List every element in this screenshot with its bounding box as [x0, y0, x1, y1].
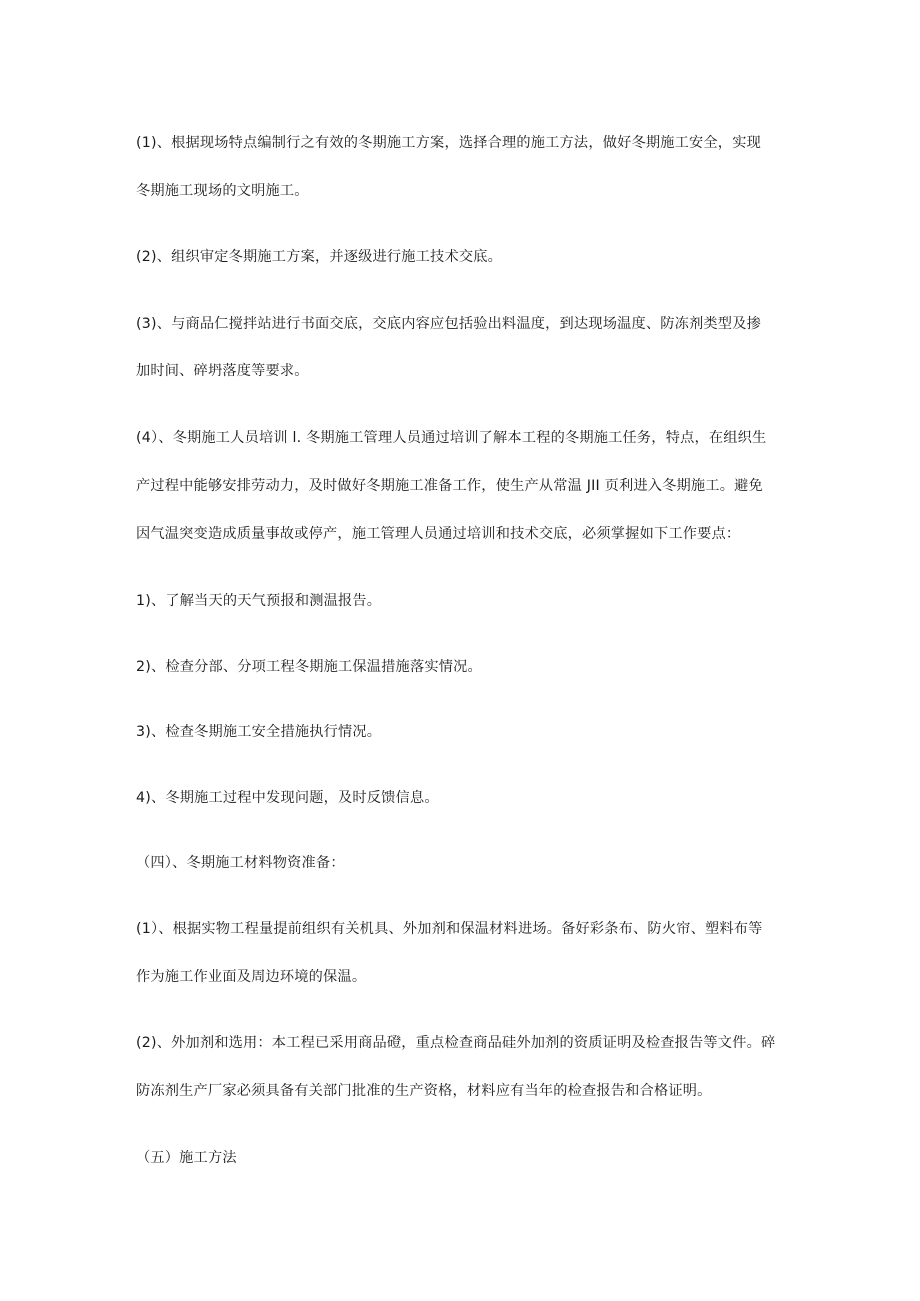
paragraph-4-line-1: (4）、冬期施工人员培训 l. 冬期施工管理人员通过培训了解本工程的冬期施工任务，特点，在组织生 — [136, 430, 767, 446]
paragraph-6-line-1: (2)、外加剂和选用：本工程已采用商品磴，重点检查商品硅外加剂的资质证明及检查报告等文件。碎 — [136, 1035, 776, 1051]
section-heading-5: （五）施工方法 — [136, 1150, 237, 1166]
paragraph-6-line-2: 防冻剂生产厂家必须具备有关部门批准的生产资格，材料应有当年的检查报告和合格证明。 — [136, 1083, 712, 1099]
list-item-2: 2)、检查分部、分项工程冬期施工保温措施落实情况。 — [136, 659, 482, 675]
paragraph-4-line-2: 产过程中能够安排劳动力，及时做好冬期施工准备工作，使生产从常温 JII 页利进入冬期施工。避免 — [136, 478, 763, 494]
list-item-4: 4)、冬期施工过程中发现问题，及时反馈信息。 — [136, 790, 439, 806]
paragraph-1-line-1: (1)、根据现场特点编制行之有效的冬期施工方案，选择合理的施工方法，做好冬期施工安全，实现 — [136, 135, 761, 151]
paragraph-5-line-2: 作为施工作业面及周边环境的保温。 — [136, 969, 367, 985]
list-item-1: 1)、了解当天的天气预报和测温报告。 — [136, 593, 382, 609]
paragraph-3-line-2: 加时间、碎坍落度等要求。 — [136, 363, 309, 379]
paragraph-5-line-1: (1）、根据实物工程量提前组织有关机具、外加剂和保温材料进场。备好彩条布、防火帘、塑料布等 — [136, 921, 763, 937]
paragraph-3-line-1: (3)、与商品仁搅拌站进行书面交底，交底内容应包括验出料温度，到达现场温度、防冻剂类型及掺 — [136, 316, 761, 332]
list-item-3: 3)、检查冬期施工安全措施执行情况。 — [136, 724, 382, 740]
paragraph-2-line-1: (2)、组织审定冬期施工方案，并逐级进行施工技术交底。 — [136, 249, 502, 265]
paragraph-4-line-3: 因气温突变造成质量事故或停产，施工管理人员通过培训和技术交底，必须掌握如下工作要点： — [136, 526, 741, 542]
paragraph-1-line-2: 冬期施工现场的文明施工。 — [136, 183, 309, 199]
section-heading-4: （四）、冬期施工材料物资准备： — [136, 855, 345, 871]
